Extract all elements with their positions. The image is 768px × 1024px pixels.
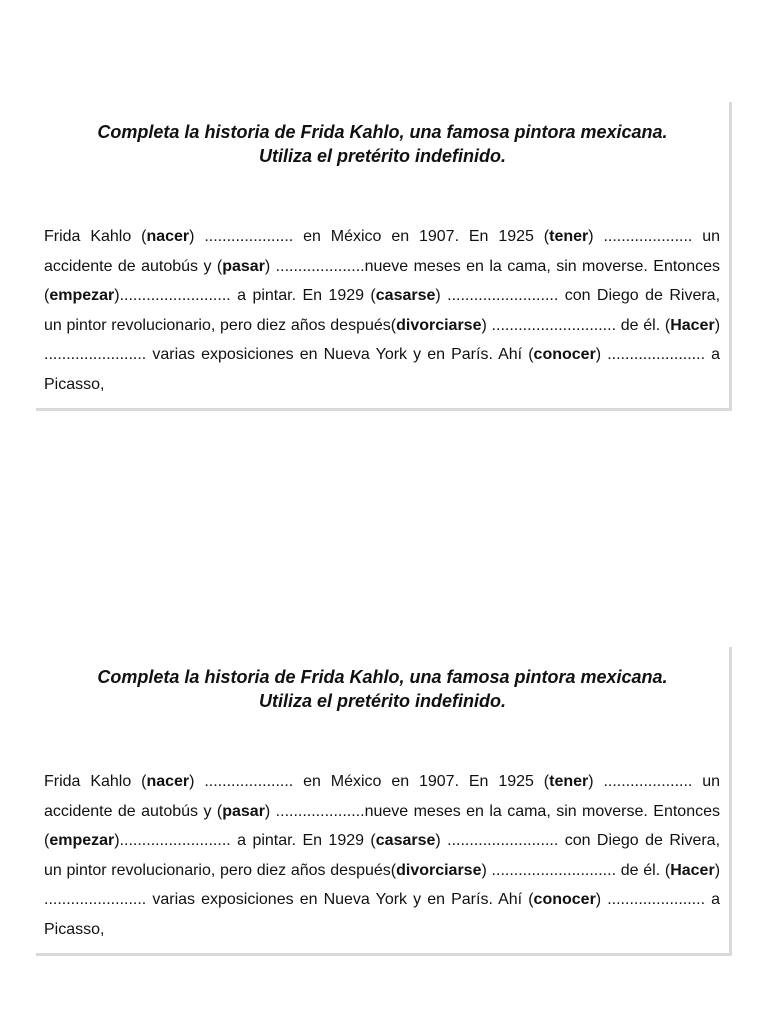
paragraph-text: nueve meses en la cama, sin moverse. Entonces ( [44,802,720,850]
paragraph-text: ) [481,861,492,879]
paragraph-text: con Diego de Rivera, un pintor revolucionario, pero diez años después( [44,287,721,334]
verb-conocer: conocer [533,891,596,909]
paragraph-text: ) [595,346,608,364]
paragraph-text: nueve meses en la cama, sin moverse. Entonces ( [44,257,720,305]
exercise-title [36,120,729,168]
verb-casarse: casarse [375,832,436,850]
paragraph-text: de él. ( [616,861,671,879]
answer-blank: ...................... [607,346,706,364]
paragraph-text: Frida Kahlo ( [44,228,147,245]
paragraph-text: varias exposiciones en Nueva York y en París. Ahí ( [146,346,534,364]
paragraph-text: ) [264,802,276,820]
paragraph-text: ) [481,316,492,334]
answer-blank: ............................ [491,861,617,879]
exercise-title-line-1: Completa la historia de Frida Kahlo, una famosa pintora mexicana. [97,122,668,142]
answer-blank: ....................... [44,891,147,909]
answer-blank: ...................... [607,891,706,909]
card-shadow-right [729,647,732,956]
paragraph-text: en México en 1907. En 1925 ( [293,773,550,790]
verb-nacer: nacer [146,773,190,790]
paragraph-text: ) [714,316,721,334]
verb-conocer: conocer [533,346,596,364]
exercise-paragraph [44,767,720,945]
answer-blank: .................... [275,802,365,820]
paragraph-text: ) [264,257,276,275]
answer-blank: .................... [275,257,365,275]
paragraph-text: varias exposiciones en Nueva York y en París. Ahí ( [146,891,534,909]
answer-blank: .................... [603,228,693,245]
answer-blank: ......................... [119,287,231,305]
paragraph-text: ) [189,228,205,245]
paragraph-text: ) [588,228,604,245]
verb-pasar: pasar [222,257,265,275]
paragraph-text: a Picasso, [44,891,721,938]
answer-blank: ......................... [119,832,231,850]
paragraph-text: en México en 1907. En 1925 ( [293,228,550,245]
verb-hacer: Hacer [670,316,715,334]
verb-divorciarse: divorciarse [396,861,482,879]
exercise-title-line-2: Utiliza el pretérito indefinido. [258,691,507,711]
paragraph-text: ) [114,832,120,850]
verb-casarse: casarse [375,287,436,305]
card-shadow-bottom [36,953,732,956]
answer-blank: ............................ [491,316,617,334]
paragraph-text: ) [114,287,120,305]
answer-blank: ......................... [447,832,559,850]
verb-tener: tener [549,228,589,245]
answer-blank: .................... [204,228,294,245]
paragraph-text: un accidente de autobús y ( [44,228,721,275]
exercise-title [36,665,729,713]
paragraph-text: ) [189,773,205,790]
card-shadow-right [729,102,732,411]
answer-blank: ....................... [44,346,147,364]
answer-blank: .................... [603,773,693,790]
exercise-card-top [36,102,732,411]
verb-empezar: empezar [49,287,115,305]
card-shadow-bottom [36,408,732,411]
exercise-title-line-1: Completa la historia de Frida Kahlo, una famosa pintora mexicana. [97,667,668,687]
paragraph-text: con Diego de Rivera, un pintor revolucionario, pero diez años después( [44,832,721,879]
paragraph-text: a Picasso, [44,346,721,393]
paragraph-text: de él. ( [616,316,671,334]
verb-hacer: Hacer [670,861,715,879]
paragraph-text: ) [714,861,721,879]
verb-empezar: empezar [49,832,115,850]
answer-blank: ......................... [447,287,559,305]
verb-nacer: nacer [146,228,190,245]
paragraph-text: ) [595,891,608,909]
paragraph-text: ) [435,832,448,850]
exercise-paragraph [44,222,720,400]
verb-pasar: pasar [222,802,265,820]
exercise-card-bottom [36,647,732,956]
paragraph-text: ) [435,287,448,305]
paragraph-text: Frida Kahlo ( [44,773,147,790]
paragraph-text: a pintar. En 1929 ( [230,287,376,305]
paragraph-text: a pintar. En 1929 ( [230,832,376,850]
verb-divorciarse: divorciarse [396,316,482,334]
exercise-title-line-2: Utiliza el pretérito indefinido. [258,146,507,166]
verb-tener: tener [549,773,589,790]
paragraph-text: ) [588,773,604,790]
answer-blank: .................... [204,773,294,790]
paragraph-text: un accidente de autobús y ( [44,773,721,820]
